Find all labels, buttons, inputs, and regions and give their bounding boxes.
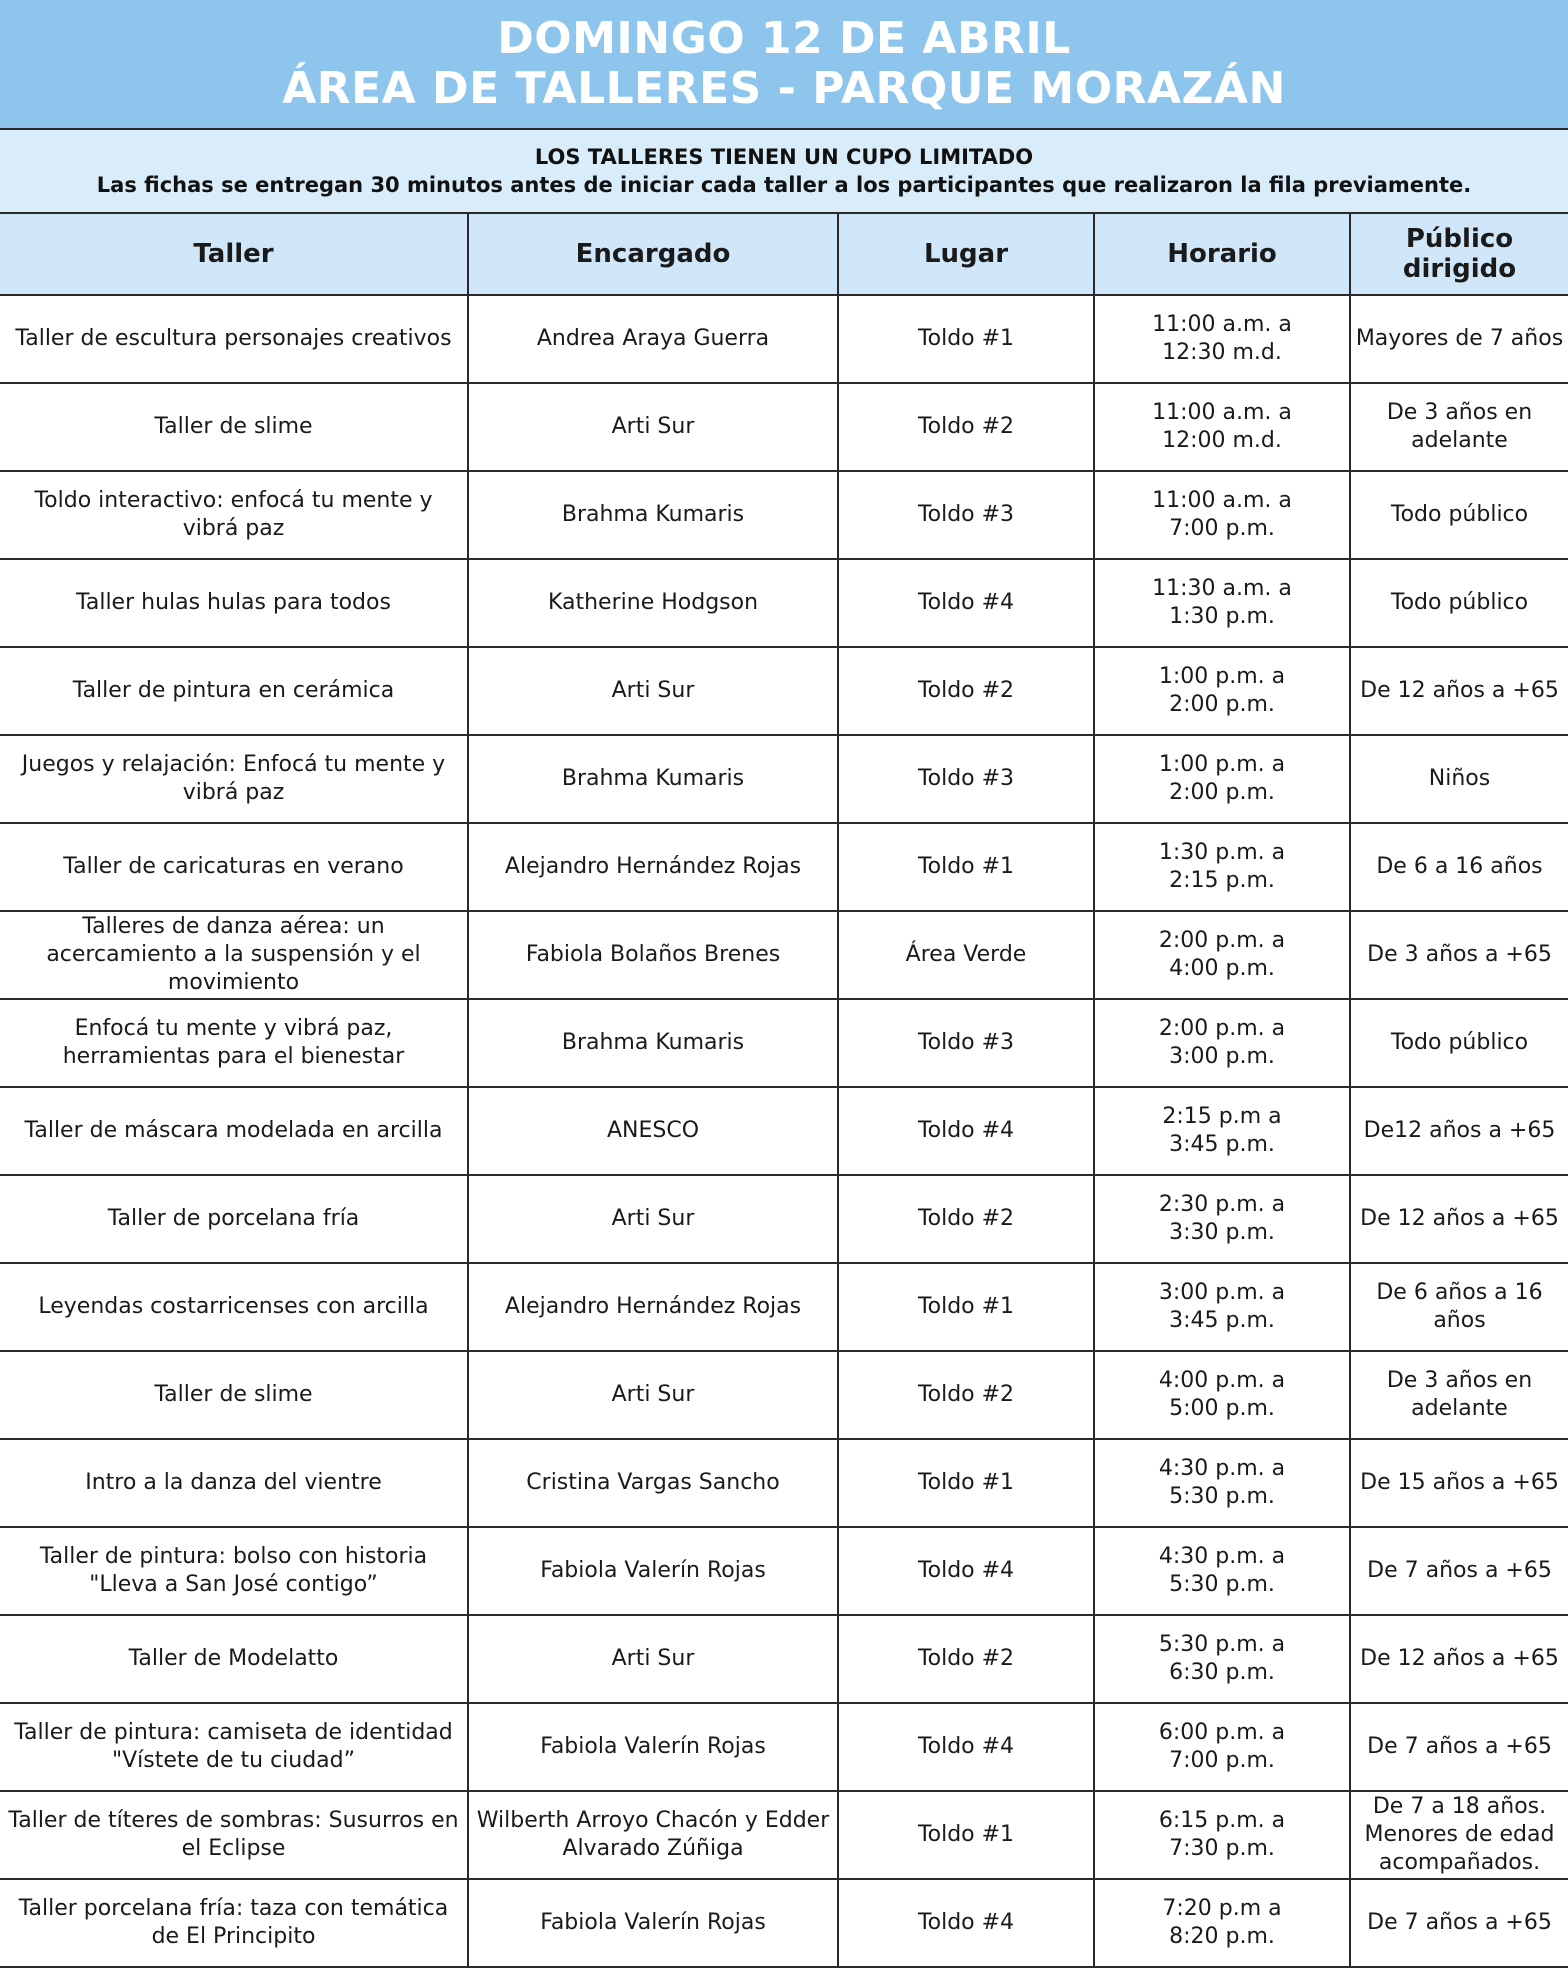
cell-encargado: Arti Sur [468,1351,838,1439]
horario-start: 1:00 p.m. a [1158,752,1286,777]
horario-start: 11:00 a.m. a [1152,312,1292,337]
cell-encargado: Arti Sur [468,1175,838,1263]
cell-encargado: Arti Sur [468,1615,838,1703]
table-row [0,1703,1568,1791]
horario-start: 11:00 a.m. a [1152,488,1292,513]
horario-start: 4:30 p.m. a [1158,1544,1286,1569]
cell-publico: De 15 años a +65 [1350,1439,1568,1527]
horario-start: 6:00 p.m. a [1158,1720,1286,1745]
cell-encargado: Alejandro Hernández Rojas [468,823,838,911]
horario-start: 11:00 a.m. a [1152,400,1292,425]
cell-encargado: Arti Sur [468,647,838,735]
horario-start: 4:00 p.m. a [1158,1368,1286,1393]
cell-publico: Niños [1350,735,1568,823]
notice-limited-capacity: LOS TALLERES TIENEN UN CUPO LIMITADO [534,145,1034,169]
cell-horario [1094,1527,1350,1615]
horario-start: 1:00 p.m. a [1158,664,1286,689]
notice-band [0,130,1568,214]
table-row [0,471,1568,559]
table-row [0,1263,1568,1351]
horario-end: 3:45 p.m. [1169,1132,1275,1157]
table-row [0,1175,1568,1263]
title-band [0,0,1568,130]
cell-taller: Taller de slime [0,383,468,471]
column-header-encargado: Encargado [468,214,838,295]
cell-taller: Taller de porcelana fría [0,1175,468,1263]
horario-end: 1:30 p.m. [1169,604,1275,629]
cell-publico: De 6 años a 16 años [1350,1263,1568,1351]
cell-publico: De 3 años a +65 [1350,911,1568,999]
column-header-lugar: Lugar [838,214,1094,295]
cell-encargado: Brahma Kumaris [468,471,838,559]
horario-end: 5:00 p.m. [1169,1396,1275,1421]
table-row [0,647,1568,735]
cell-lugar: Toldo #3 [838,999,1094,1087]
cell-publico: De12 años a +65 [1350,1087,1568,1175]
horario-end: 6:30 p.m. [1169,1660,1275,1685]
cell-publico: De 6 a 16 años [1350,823,1568,911]
horario-start: 1:30 p.m. a [1158,840,1286,865]
cell-horario [1094,1615,1350,1703]
cell-lugar: Toldo #4 [838,1879,1094,1967]
cell-publico: Todo público [1350,471,1568,559]
cell-taller: Leyendas costarricenses con arcilla [0,1263,468,1351]
table-row [0,1527,1568,1615]
cell-taller: Intro a la danza del vientre [0,1439,468,1527]
table-row [0,1087,1568,1175]
horario-end: 2:15 p.m. [1169,868,1275,893]
cell-horario [1094,1879,1350,1967]
horario-end: 3:45 p.m. [1169,1308,1275,1333]
cell-encargado: Fabiola Valerín Rojas [468,1879,838,1967]
table-row [0,295,1568,383]
table-row [0,1791,1568,1879]
cell-lugar: Toldo #2 [838,647,1094,735]
table-row [0,383,1568,471]
horario-start: 5:30 p.m. a [1158,1632,1286,1657]
cell-lugar: Toldo #4 [838,1703,1094,1791]
cell-taller: Taller de pintura en cerámica [0,647,468,735]
horario-end: 7:30 p.m. [1169,1836,1275,1861]
cell-horario [1094,1175,1350,1263]
cell-horario [1094,1703,1350,1791]
cell-taller: Taller de pintura: bolso con historia "Lleva a San José contigo” [0,1527,468,1615]
cell-taller: Taller de escultura personajes creativos [0,295,468,383]
cell-lugar: Toldo #4 [838,559,1094,647]
horario-end: 5:30 p.m. [1169,1484,1275,1509]
table-header-row [0,214,1568,295]
cell-horario [1094,1087,1350,1175]
cell-publico: Todo público [1350,559,1568,647]
cell-taller: Taller de títeres de sombras: Susurros en el Eclipse [0,1791,468,1879]
horario-start: 6:15 p.m. a [1158,1808,1286,1833]
cell-lugar: Toldo #1 [838,823,1094,911]
cell-taller: Taller de Modelatto [0,1615,468,1703]
horario-end: 8:20 p.m. [1169,1924,1275,1949]
cell-lugar: Toldo #3 [838,735,1094,823]
horario-end: 4:00 p.m. [1169,956,1275,981]
cell-taller: Enfocá tu mente y vibrá paz, herramientas para el bienestar [0,999,468,1087]
horario-end: 5:30 p.m. [1169,1572,1275,1597]
horario-end: 3:30 p.m. [1169,1220,1275,1245]
cell-lugar: Toldo #4 [838,1527,1094,1615]
cell-publico: De 7 años a +65 [1350,1879,1568,1967]
table-row [0,999,1568,1087]
cell-publico: De 7 años a +65 [1350,1527,1568,1615]
cell-taller: Taller de máscara modelada en arcilla [0,1087,468,1175]
column-header-taller: Taller [0,214,468,295]
cell-publico: Todo público [1350,999,1568,1087]
cell-encargado: Fabiola Valerín Rojas [468,1527,838,1615]
horario-end: 7:00 p.m. [1169,516,1275,541]
cell-taller: Taller de slime [0,1351,468,1439]
cell-encargado: Fabiola Bolaños Brenes [468,911,838,999]
table-row [0,1351,1568,1439]
cell-encargado: Alejandro Hernández Rojas [468,1263,838,1351]
horario-end: 12:00 m.d. [1162,428,1282,453]
cell-lugar: Toldo #2 [838,1175,1094,1263]
cell-horario [1094,823,1350,911]
cell-horario [1094,911,1350,999]
cell-horario [1094,999,1350,1087]
table-row [0,823,1568,911]
title-line-date: DOMINGO 12 DE ABRIL [497,13,1071,64]
cell-encargado: Andrea Araya Guerra [468,295,838,383]
column-header-publico: Público dirigido [1350,214,1568,295]
horario-start: 2:30 p.m. a [1158,1192,1286,1217]
cell-horario [1094,1439,1350,1527]
cell-publico: De 3 años en adelante [1350,1351,1568,1439]
horario-start: 2:00 p.m. a [1158,928,1286,953]
cell-taller: Taller de pintura: camiseta de identidad "Vístete de tu ciudad” [0,1703,468,1791]
horario-start: 2:00 p.m. a [1158,1016,1286,1041]
cell-encargado: Brahma Kumaris [468,735,838,823]
cell-encargado: Wilberth Arroyo Chacón y Edder Alvarado Zúñiga [468,1791,838,1879]
horario-start: 3:00 p.m. a [1158,1280,1286,1305]
cell-horario [1094,1351,1350,1439]
cell-horario [1094,383,1350,471]
cell-publico: De 7 a 18 años. Menores de edad acompañados. [1350,1791,1568,1879]
cell-horario [1094,1791,1350,1879]
horario-start: 11:30 a.m. a [1152,576,1292,601]
cell-encargado: Brahma Kumaris [468,999,838,1087]
cell-lugar: Toldo #2 [838,1351,1094,1439]
title-line-area: ÁREA DE TALLERES - PARQUE MORAZÁN [282,63,1286,114]
cell-taller: Taller porcelana fría: taza con temática de El Principito [0,1879,468,1967]
horario-end: 2:00 p.m. [1169,692,1275,717]
notice-ticket-info: Las fichas se entregan 30 minutos antes de iniciar cada taller a los participantes que realizaron la fila previamente. [96,173,1472,197]
cell-lugar: Toldo #2 [838,383,1094,471]
cell-horario [1094,559,1350,647]
horario-end: 2:00 p.m. [1169,780,1275,805]
cell-taller: Juegos y relajación: Enfocá tu mente y vibrá paz [0,735,468,823]
cell-lugar: Toldo #1 [838,295,1094,383]
column-header-horario: Horario [1094,214,1350,295]
cell-lugar: Toldo #1 [838,1439,1094,1527]
horario-start: 4:30 p.m. a [1158,1456,1286,1481]
cell-publico: Mayores de 7 años [1350,295,1568,383]
cell-lugar: Toldo #3 [838,471,1094,559]
cell-publico: De 7 años a +65 [1350,1703,1568,1791]
table-body [0,295,1568,1967]
cell-taller: Toldo interactivo: enfocá tu mente y vibrá paz [0,471,468,559]
cell-publico: De 12 años a +65 [1350,647,1568,735]
cell-encargado: ANESCO [468,1087,838,1175]
cell-taller: Taller de caricaturas en verano [0,823,468,911]
cell-horario [1094,295,1350,383]
cell-lugar: Toldo #1 [838,1263,1094,1351]
cell-lugar: Área Verde [838,911,1094,999]
table-row [0,1615,1568,1703]
cell-lugar: Toldo #1 [838,1791,1094,1879]
cell-horario [1094,647,1350,735]
cell-lugar: Toldo #2 [838,1615,1094,1703]
table-row [0,735,1568,823]
table-row [0,1879,1568,1967]
workshop-table [0,214,1568,1968]
cell-horario [1094,471,1350,559]
cell-encargado: Fabiola Valerín Rojas [468,1703,838,1791]
cell-horario [1094,1263,1350,1351]
cell-publico: De 12 años a +65 [1350,1615,1568,1703]
cell-taller: Talleres de danza aérea: un acercamiento a la suspensión y el movimiento [0,911,468,999]
horario-start: 7:20 p.m a [1162,1896,1282,1921]
table-row [0,1439,1568,1527]
cell-encargado: Cristina Vargas Sancho [468,1439,838,1527]
cell-lugar: Toldo #4 [838,1087,1094,1175]
horario-start: 2:15 p.m a [1162,1104,1282,1129]
horario-end: 3:00 p.m. [1169,1044,1275,1069]
cell-taller: Taller hulas hulas para todos [0,559,468,647]
cell-horario [1094,735,1350,823]
table-row [0,911,1568,999]
cell-publico: De 3 años en adelante [1350,383,1568,471]
cell-encargado: Arti Sur [468,383,838,471]
horario-end: 12:30 m.d. [1162,340,1282,365]
table-row [0,559,1568,647]
cell-publico: De 12 años a +65 [1350,1175,1568,1263]
horario-end: 7:00 p.m. [1169,1748,1275,1773]
cell-encargado: Katherine Hodgson [468,559,838,647]
